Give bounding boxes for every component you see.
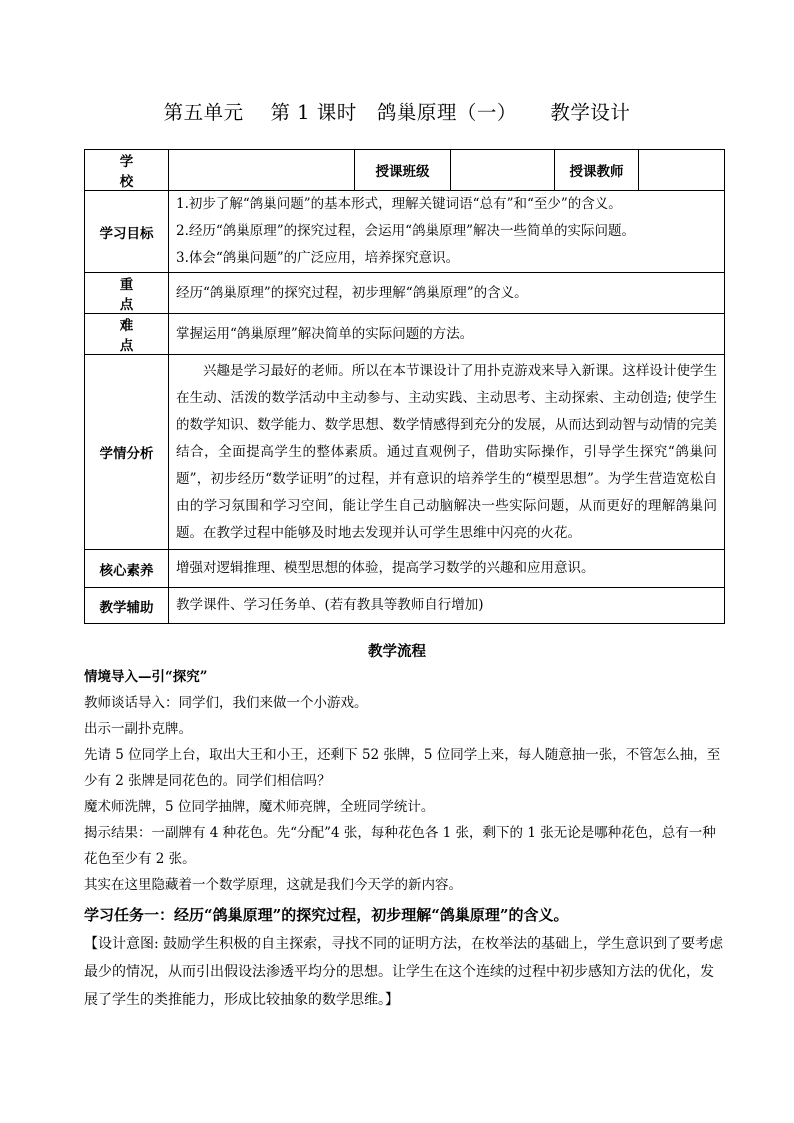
paragraph: 揭示结果：一副牌有 4 种花色。先“分配”4 张，每种花色各 1 张，剩下的 1 张无论是哪种花色，总有一种花色至少有 2 张。: [84, 825, 716, 867]
row-key: [85, 273, 725, 314]
aids-value: 教学课件、学习任务单、(若有教具等教师自行增加): [169, 588, 725, 624]
lesson-info-table: [84, 149, 725, 624]
key-label: 重 点: [85, 273, 169, 314]
difficulty-label: 难 点: [85, 314, 169, 355]
goals-label: 学习目标: [85, 191, 169, 273]
goals-content: [169, 191, 725, 273]
task-heading: 学习任务一：经历“鸽巢原理”的探究过程，初步理解“鸽巢原理”的含义。: [84, 906, 569, 924]
goal-item: 2.经历“鸽巢原理”的探究过程，会运用“鸽巢原理”解决一些简单的实际问题。: [176, 223, 635, 239]
school-value[interactable]: [169, 150, 355, 191]
row-school: [85, 150, 725, 191]
teacher-value[interactable]: [639, 150, 725, 191]
class-value[interactable]: [451, 150, 555, 191]
literacy-label: 核心素养: [85, 550, 169, 588]
key-value: 经历“鸽巢原理”的探究过程，初步理解“鸽巢原理”的含义。: [169, 273, 725, 314]
difficulty-value: 掌握运用“鸽巢原理”解决简单的实际问题的方法。: [169, 314, 725, 355]
school-label: 学 校: [85, 150, 169, 191]
row-literacy: [85, 550, 725, 588]
paragraph: 魔术师洗牌，5 位同学抽牌，魔术师亮牌，全班同学统计。: [84, 799, 435, 815]
paragraph: 其实在这里隐藏着一个数学原理，这就是我们今天学的新内容。: [84, 877, 462, 893]
row-aids: [85, 588, 725, 624]
class-label: 授课班级: [355, 150, 451, 191]
literacy-value: 增强对逻辑推理、模型思想的体验，提高学习数学的兴趣和应用意识。: [169, 550, 725, 588]
row-goals: [85, 191, 725, 273]
teacher-label: 授课教师: [555, 150, 639, 191]
paragraph: 教师谈话导入：同学们，我们来做一个小游戏。: [84, 695, 368, 711]
analysis-value: 兴趣是学习最好的老师。所以在本节课设计了用扑克游戏来导入新课。这样设计使学生在生动、活泼的数学活动中主动参与、主动实践、主动思考、主动探索、主动创造; 使学生的数学知识、数学能力、数学思想、数学情感得到充分的发展，从而达到动智与动情的完美结合，全面提高学生的整体素质。通过直观例子，借助实际操作，引导学生探究“鸽巢问题”，初步经历“数学证明”的过程，并有意识的培养学生的“模型思想”。为学生营造宽松自由的学习氛围和学习空间，能让学生自己动脑解决一些实际问题，从而更好的理解鸽巢问题。在教学过程中能够及时地去发现并认可学生思维中闪亮的火花。: [169, 355, 725, 550]
section-heading: 情境导入—引“探究”: [84, 669, 208, 685]
row-difficulty: [85, 314, 725, 355]
analysis-label: 学情分析: [85, 355, 169, 550]
design-intent: 【设计意图: 鼓励学生积极的自主探索，寻找不同的证明方法，在枚举法的基础上，学生意识到了要考虑最少的情况，从而引出假设法渗透平均分的思想。让学生在这个连续的过程中初步感知方法的优化，发展了学生的类推能力，形成比较抽象的数学思维。】: [84, 936, 724, 1008]
goal-item: 3.体会“鸽巢问题”的广泛应用，培养探究意识。: [176, 250, 460, 266]
flow-body: [84, 664, 726, 1014]
page-title: 第五单元 第 1 课时 鸽巢原理（一） 教学设计: [163, 101, 631, 124]
paragraph: 先请 5 位同学上台，取出大王和小王，还剩下 52 张牌，5 位同学上来，每人随意抽一张，不管怎么抽，至少有 2 张牌是同花色的。同学们相信吗？: [84, 747, 721, 789]
aids-label: 教学辅助: [85, 588, 169, 624]
row-analysis: [85, 355, 725, 550]
flow-heading: 教学流程: [368, 643, 426, 660]
paragraph: 出示一副扑克牌。: [84, 721, 192, 737]
goal-item: 1.初步了解“鸽巢问题”的基本形式，理解关键词语“总有”和“至少”的含义。: [176, 196, 622, 212]
